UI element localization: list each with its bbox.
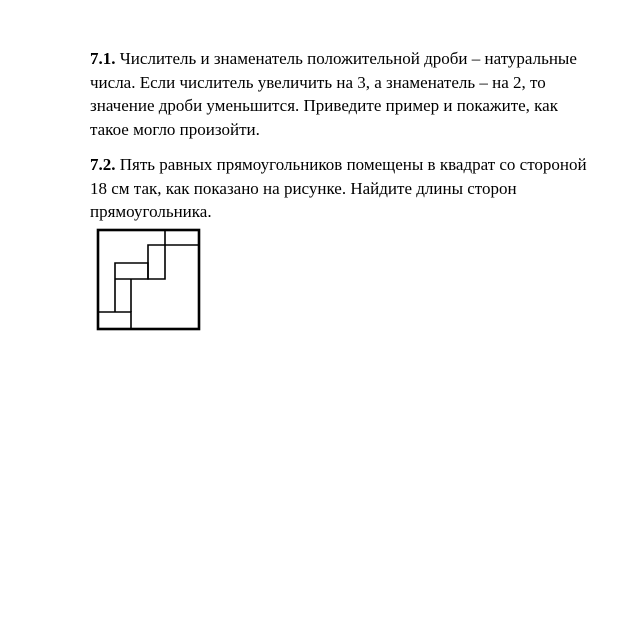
problem-number: 7.2. — [90, 155, 116, 174]
problem-7-1 — [90, 47, 590, 141]
rectangle-outline — [98, 312, 131, 329]
square-with-rectangles-figure — [96, 228, 202, 332]
problem-text: Числитель и знаменатель положительной дроби – натуральные числа. Если числитель увеличить на 3, а знаменатель – на 2, то значение дроби уменьшится. Приведите пример и покажите, как такое могло произойти. — [90, 49, 577, 139]
problem-number: 7.1. — [90, 49, 116, 68]
problem-text: Пять равных прямоугольников помещены в квадрат со стороной 18 см так, как показано на рисунке. Найдите длины сторон прямоугольника. — [90, 155, 587, 221]
rectangle-outline — [115, 230, 165, 279]
problem-7-2 — [90, 153, 590, 224]
